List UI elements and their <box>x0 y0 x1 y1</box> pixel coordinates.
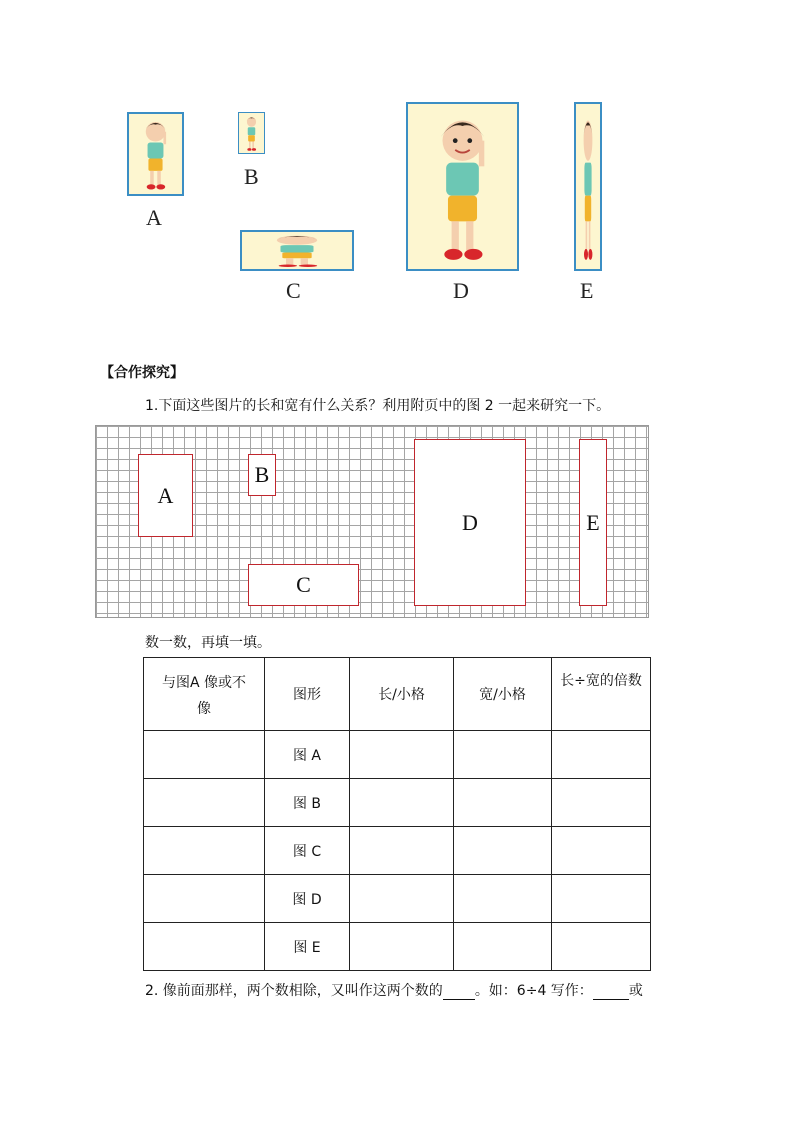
header-ratio: 长÷宽的倍数 <box>552 658 651 731</box>
grid-rect-a: A <box>138 454 193 537</box>
cell-similar-c[interactable] <box>144 827 265 875</box>
cell-length-e[interactable] <box>350 923 454 971</box>
question-1: 1.下面这些图片的长和宽有什么关系？利用附页中的图 2 一起来研究一下。 <box>145 398 611 414</box>
table-row <box>144 875 651 923</box>
picture-c <box>240 230 354 271</box>
cell-width-b[interactable] <box>454 779 552 827</box>
cell-width-a[interactable] <box>454 731 552 779</box>
cell-length-d[interactable] <box>350 875 454 923</box>
answer-blank-write[interactable] <box>593 983 629 1000</box>
cell-shape: 图 C <box>265 827 350 875</box>
question-2-part3: 或 <box>628 983 643 999</box>
grid-rect-b: B <box>248 454 276 496</box>
cell-ratio-e[interactable] <box>552 923 651 971</box>
cell-length-a[interactable] <box>350 731 454 779</box>
cell-length-c[interactable] <box>350 827 454 875</box>
table-header-row <box>144 658 651 731</box>
cell-similar-b[interactable] <box>144 779 265 827</box>
header-width: 宽/小格 <box>454 658 552 731</box>
boy-illustration <box>242 232 352 269</box>
cell-shape: 图 A <box>265 731 350 779</box>
cell-shape: 图 B <box>265 779 350 827</box>
grid-rect-e: E <box>579 439 607 606</box>
cell-shape: 图 E <box>265 923 350 971</box>
cell-ratio-a[interactable] <box>552 731 651 779</box>
picture-a <box>127 112 184 196</box>
picture-label-a: A <box>146 205 162 230</box>
cell-length-b[interactable] <box>350 779 454 827</box>
cell-shape: 图 D <box>265 875 350 923</box>
boy-illustration <box>576 104 600 269</box>
cell-width-d[interactable] <box>454 875 552 923</box>
cell-similar-a[interactable] <box>144 731 265 779</box>
picture-d <box>406 102 519 271</box>
header-similar <box>144 658 265 731</box>
picture-label-c: C <box>286 278 301 303</box>
cell-similar-d[interactable] <box>144 875 265 923</box>
grid-rect-c: C <box>248 564 359 606</box>
boy-illustration <box>129 114 182 194</box>
cell-width-e[interactable] <box>454 923 552 971</box>
question-2-part2: 。如：6÷4 写作： <box>474 983 593 999</box>
header-similar-line2: 像 <box>197 701 211 717</box>
header-length: 长/小格 <box>350 658 454 731</box>
answer-blank-ratio[interactable] <box>443 983 475 1000</box>
header-similar-line1: 与图A 像或不 <box>161 675 247 691</box>
section-title: 【合作探究】 <box>100 365 184 381</box>
picture-label-e: E <box>580 278 594 303</box>
question-2-part1: 2. 像前面那样，两个数相除，又叫作这两个数的 <box>145 983 443 999</box>
picture-b <box>238 112 265 154</box>
table-row <box>144 827 651 875</box>
cell-ratio-b[interactable] <box>552 779 651 827</box>
answer-table <box>143 657 651 971</box>
boy-illustration <box>239 113 264 153</box>
picture-label-b: B <box>244 164 259 189</box>
table-row <box>144 731 651 779</box>
header-shape: 图形 <box>265 658 350 731</box>
question-2 <box>145 980 643 1000</box>
grid-rect-d: D <box>414 439 526 606</box>
picture-e <box>574 102 602 271</box>
cell-ratio-c[interactable] <box>552 827 651 875</box>
cell-similar-e[interactable] <box>144 923 265 971</box>
cell-width-c[interactable] <box>454 827 552 875</box>
instruction-text: 数一数，再填一填。 <box>145 635 271 651</box>
picture-label-d: D <box>453 278 469 303</box>
square-grid <box>95 425 649 618</box>
cell-ratio-d[interactable] <box>552 875 651 923</box>
boy-illustration <box>408 104 517 269</box>
table-row <box>144 779 651 827</box>
table-row <box>144 923 651 971</box>
